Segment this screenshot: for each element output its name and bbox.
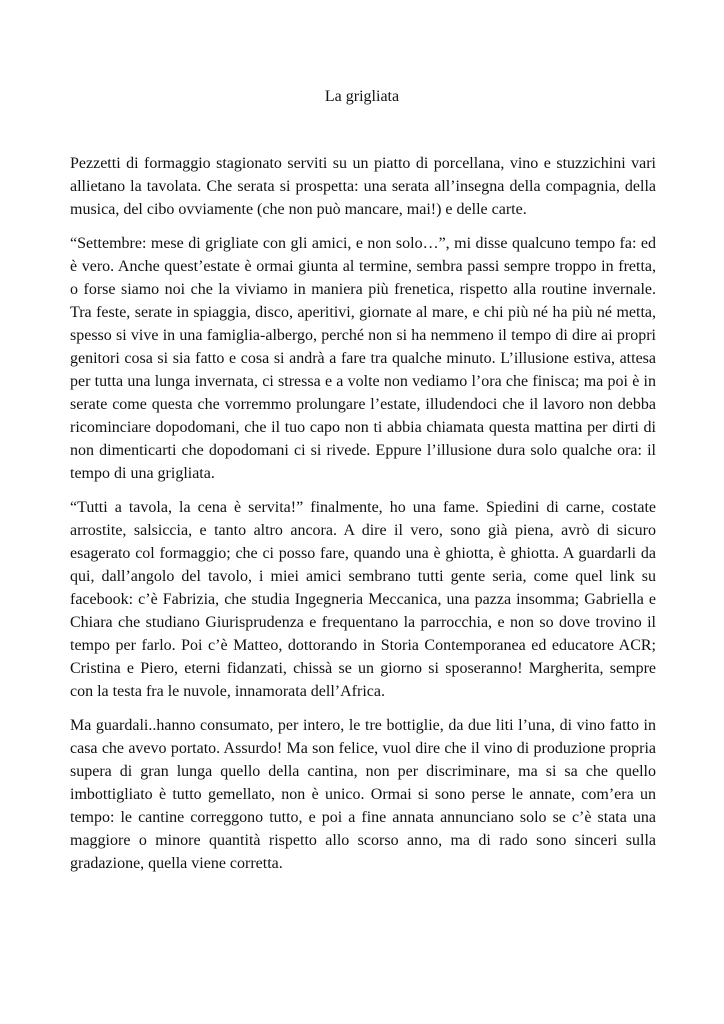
- document-title: La grigliata: [324, 88, 400, 105]
- paragraph-3: “Tutti a tavola, la cena è servita!” finalmente, ho una fame. Spiedini di carne, costate arrostite, salsiccia, e tanto altro ancora. A dire il vero, sono già piena, avrò di sicuro esagerato col formaggio; che ci posso fare, quando una è ghiotta, è ghiotta. A guardarli da qui, dall’angolo del tavolo, i miei amici sembrano tutti gente seria, come quel link su facebook: c’è Fabrizia, che studia Ingegneria Meccanica, una pazza insomma; Gabriella e Chiara che studiano Giurisprudenza e frequentano la parrocchia, e non so dove trovino il tempo per farlo. Poi c’è Matteo, dottorando in Storia Contemporanea ed educatore ACR; Cristina e Piero, eterni fidanzati, chissà se un giorno si sposeranno! Margherita, sempre con la testa fra le nuvole, innamorata dell’Africa.: [70, 499, 656, 700]
- paragraph-2: “Settembre: mese di grigliate con gli amici, e non solo…”, mi disse qualcuno tempo fa: ed è vero. Anche quest’estate è ormai giunta al termine, sembra passi sempre troppo in fretta, o forse siamo noi che la viviamo in maniera più frenetica, rispetto alla routine invernale. Tra feste, serate in spiaggia, disco, aperitivi, giornate al mare, e chi più né ha più né metta, spesso si vive in una famiglia-albergo, perché non si ha nemmeno il tempo di dire ai propri genitori cosa si sia fatto e cosa si andrà a fare tra qualche minuto. L’illusione estiva, attesa per tutta una lunga invernata, ci stressa e a volte non vediamo l’ora che finisca; ma poi è in serate come questa che vorremmo prolungare l’estate, illudendoci che il lavoro non debba ricominciare dopodomani, che il tuo capo non ti abbia chiamata questa mattina per dirti di non dimenticarti che dopodomani ci si rivede. Eppure l’illusione dura solo qualche ora: il tempo di una grigliata.: [70, 235, 656, 482]
- document-body: [70, 152, 656, 886]
- paragraph-4: Ma guardali..hanno consumato, per intero, le tre bottiglie, da due liti l’una, di vino fatto in casa che avevo portato. Assurdo! Ma son felice, vuol dire che il vino di produzione propria supera di gran lunga quello della cantina, non per discriminare, ma si sa che quello imbottigliato è tutto gemellato, non è unico. Ormai si sono perse le annate, com’era un tempo: le cantine correggono tutto, e poi a fine annata annunciano solo se c’è stata una maggiore o minore quantità rispetto allo scorso anno, ma di rado sono sinceri sulla gradazione, quella viene corretta.: [70, 717, 656, 872]
- paragraph-1: Pezzetti di formaggio stagionato serviti su un piatto di porcellana, vino e stuzzichini vari allietano la tavolata. Che serata si prospetta: una serata all’insegna della compagnia, della musica, del cibo ovviamente (che non può mancare, mai!) e delle carte.: [70, 155, 656, 218]
